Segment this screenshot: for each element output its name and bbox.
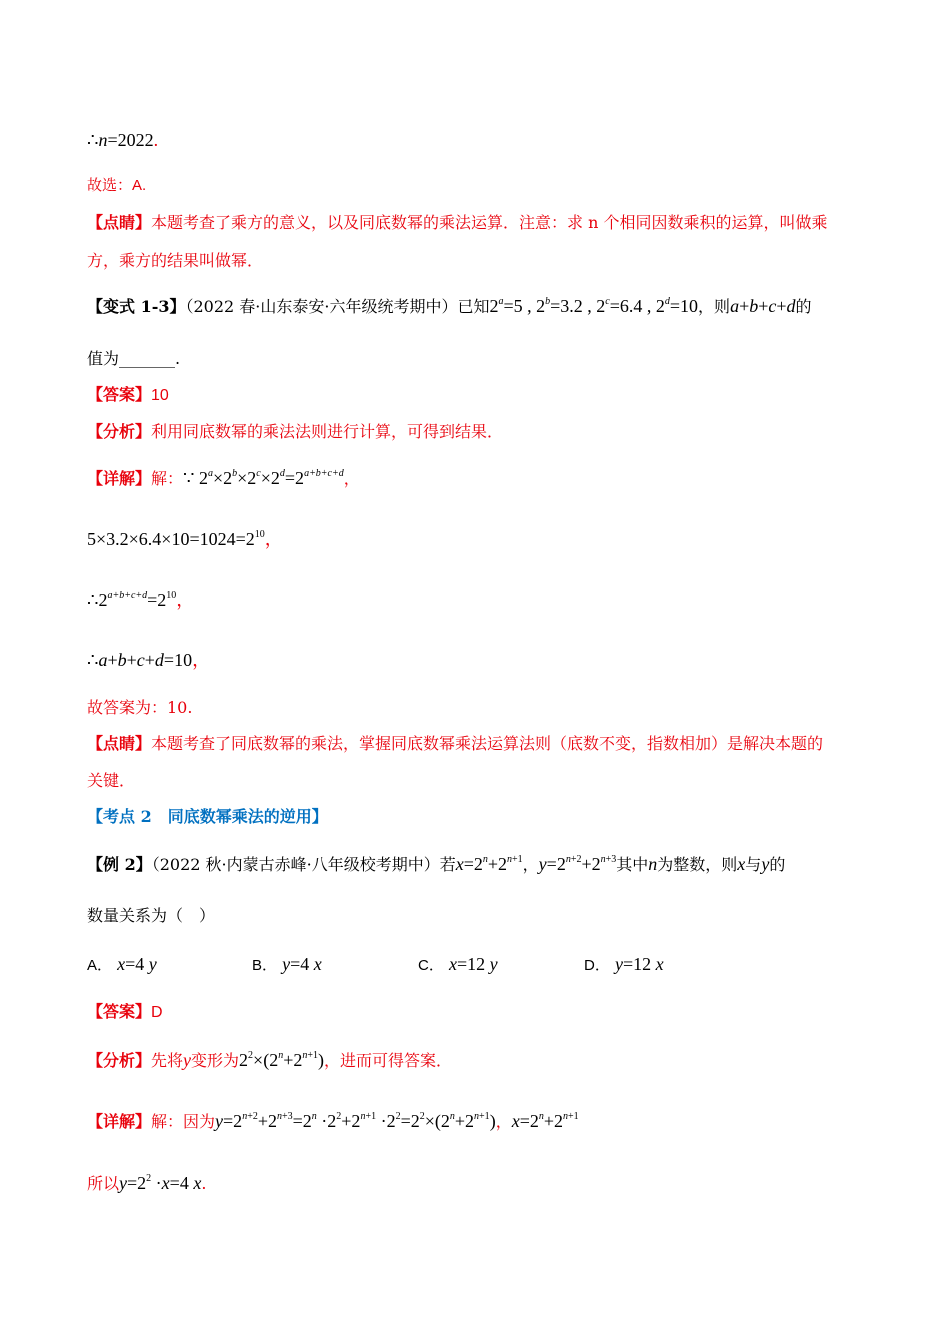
variant-tag: 【变式 1-3】 (87, 297, 186, 316)
example-n: n (648, 854, 658, 874)
variant-expr: a (730, 296, 740, 316)
example-and: 与 (745, 855, 762, 874)
analysis2-line (87, 1050, 452, 1072)
option-a[interactable]: A． x=4 y (87, 954, 157, 974)
analysis2-c: ，进而可得答案． (324, 1051, 453, 1070)
section-title: 【考点 2 同底数幂乘法的逆用】 (87, 807, 328, 826)
n-result: ∴n=2022. (87, 130, 159, 150)
detail-line: 【详解】解：∵ $2^a\times 2^b\times 2^c\times 2^d=2^{a+b+c+d}$， (87, 468, 360, 488)
detail2-tag: 【详解】 (87, 1112, 152, 1131)
example-line2: 数量关系为（ ） (87, 906, 216, 925)
option-c[interactable]: C． x=12 y (418, 954, 498, 974)
analysis-line (87, 422, 503, 441)
remark2-line-b: 关键． (87, 771, 136, 790)
example-xv: x (737, 854, 746, 874)
detail-text: 解： (151, 469, 184, 488)
variant-line2: 值为_______. (87, 349, 181, 368)
detail2-x: $x=2^n+2^{n+1}$ (511, 1111, 579, 1131)
variant-de: 的 (795, 297, 812, 316)
answer-val: 10 (151, 387, 169, 404)
eq4: ∴a+b+c+d=10， (87, 650, 211, 670)
options-row (87, 954, 887, 978)
variant-then: ，则 (698, 297, 731, 316)
variant-line: 【变式 1-3】（2022 春·山东泰安·六年级统考期中）已知$2^a=5$ , $2^b=3.2$ , $2^c=6.4$ , $2^d=10$，则a+b+c+d的 (87, 296, 812, 316)
analysis2-tag: 【分析】 (87, 1051, 152, 1070)
remark2-line-a (87, 734, 823, 753)
answer2-tag: 【答案】 (87, 1002, 152, 1021)
option-b-expr: y=4 x (282, 954, 322, 974)
remark2-tag: 【点睛】 (87, 734, 152, 753)
remark1-line-b: 方，乘方的结果叫做幂． (87, 251, 264, 270)
remark1-line-a (87, 213, 828, 232)
final-expr: $y=2^2 \cdot x=4$ x (119, 1173, 202, 1193)
example-x: $x=2^n+2^{n+1}$ (455, 854, 523, 874)
final-a: 所以 (87, 1174, 120, 1193)
conclusion: 故答案为：10. (87, 698, 193, 717)
detail-tag: 【详解】 (87, 469, 152, 488)
detail2-line: 【详解】解：因为$y=2^{n+2}+2^{n+3}=2^n \cdot 2^2+2^{n+1} \cdot 2^2=2^2\times(2^n+2^{n+1})$，$x=2^n+2^{n+1}$ (87, 1111, 579, 1131)
analysis2-b: 变形为 (191, 1051, 240, 1070)
answer-tag: 【答案】 (87, 385, 152, 404)
eq2: $5\times 3.2\times 6.4\times 10=1024=2^{10}$， (87, 529, 283, 549)
example-y: $y=2^{n+2}+2^{n+3}$ (538, 854, 617, 874)
analysis-tag: 【分析】 (87, 422, 152, 441)
final-dot: . (201, 1174, 207, 1193)
example-mid: 其中 (616, 855, 649, 874)
choose-a: 故选：A. (87, 177, 147, 194)
example-de: 的 (769, 855, 786, 874)
variant-condition: $2^a=5$ , $2^b=3.2$ , $2^c=6.4$ , $2^d=10$ (489, 296, 699, 316)
option-d-expr: y=12 x (614, 954, 664, 974)
remark2-text-a: 本题考查了同底数幂的乘法，掌握同底数幂乘法运算法则（底数不变，指数相加）是解决本题的 (151, 734, 824, 753)
eq3: $\therefore 2^{a+b+c+d}=2^{10}$， (87, 590, 195, 610)
answer2-val: D (151, 1004, 163, 1021)
example-source: （2022 秋·内蒙古赤峰·八年级校考期中）若 (151, 855, 456, 874)
example-line: 【例 2】（2022 秋·内蒙古赤峰·八年级校考期中）若$x=2^n+2^{n+1}$，$y=2^{n+2}+2^{n+3}$其中n为整数，则x与y的 (87, 854, 786, 874)
example-tag: 【例 2】 (87, 855, 152, 874)
analysis-text: 利用同底数幂的乘法法则进行计算，可得到结果． (151, 422, 504, 441)
option-a-expr: x=4 y (117, 954, 157, 974)
answer-line (87, 385, 169, 405)
option-b[interactable]: B． y=4 x (252, 954, 322, 974)
analysis2-a: 先将 (151, 1051, 184, 1070)
example-int: 为整数，则 (657, 855, 738, 874)
eq1: ∵ $2^a\times 2^b\times 2^c\times 2^d=2^{a+b+c+d}$ (183, 468, 344, 488)
detail2-a: 解：因为 (151, 1112, 216, 1131)
analysis2-y: y (183, 1050, 192, 1070)
remark1-text-a: 本题考查了乘方的意义，以及同底数幂的乘法运算．注意：求 n 个相同因数乘积的运算，叫做乘 (151, 213, 828, 232)
variant-source: （2022 春·山东泰安·六年级统考期中）已知 (185, 297, 490, 316)
remark1-tag: 【点睛】 (87, 213, 152, 232)
analysis2-expr: $2^2\times(2^n+2^{n+1})$ (239, 1050, 324, 1070)
final-line (87, 1173, 206, 1195)
option-d[interactable]: D． y=12 x (584, 954, 664, 974)
example-yv: y (761, 854, 770, 874)
detail2-expr: $y=2^{n+2}+2^{n+3}=2^n \cdot 2^2+2^{n+1} \cdot 2^2=2^2\times(2^n+2^{n+1})$ (215, 1111, 496, 1131)
option-c-expr: x=12 y (448, 954, 498, 974)
answer2-line (87, 1002, 163, 1022)
